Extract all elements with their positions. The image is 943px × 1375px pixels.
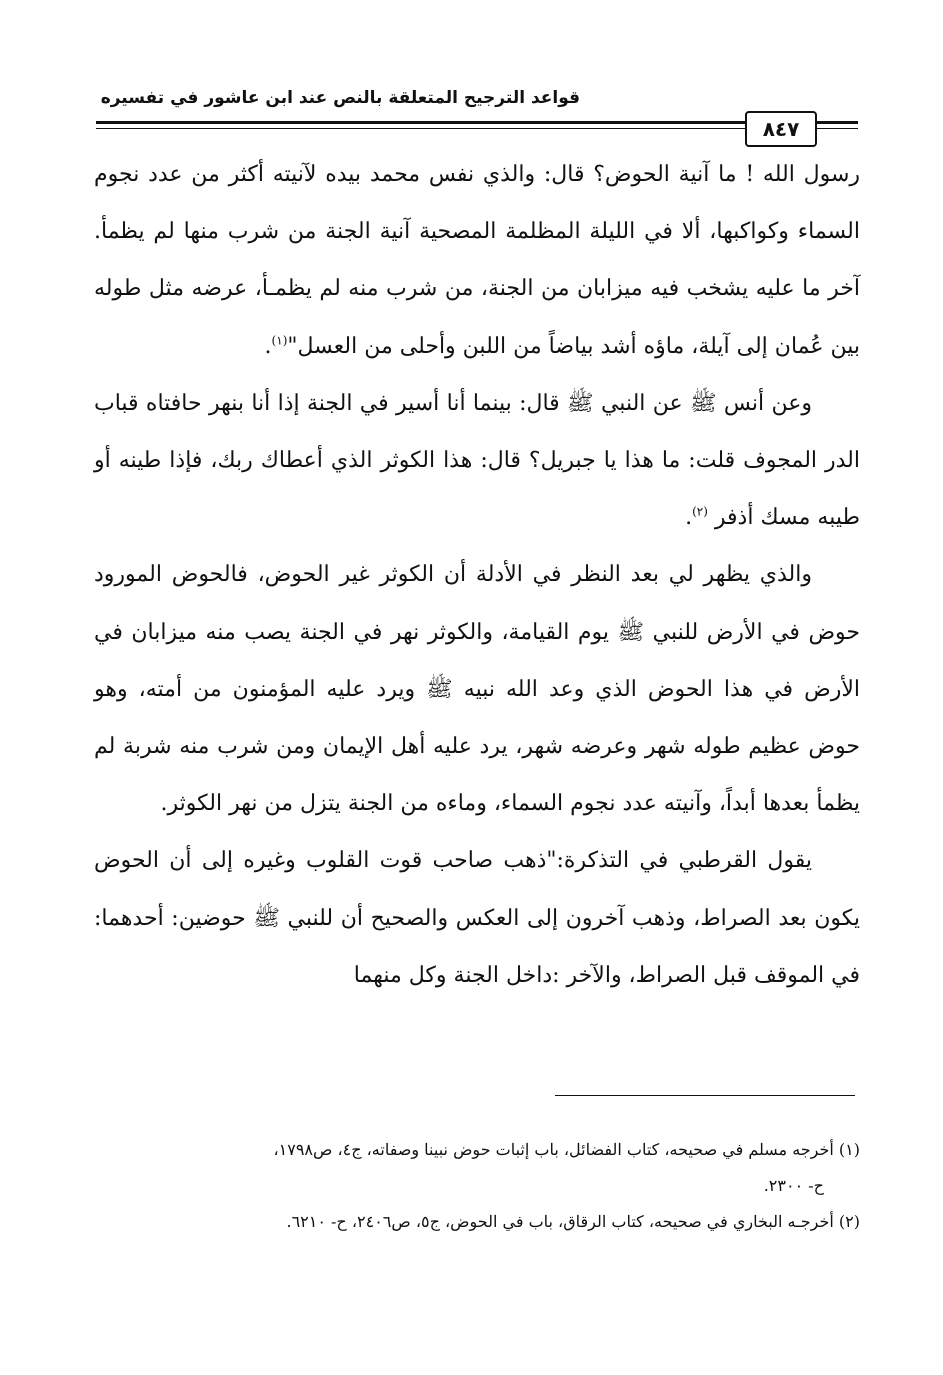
footnote-separator (555, 1095, 855, 1096)
paragraph-text: رسول الله ! ما آنية الحوض؟ قال: والذي نفس محمد بيده لآنيته أكثر من عدد نجوم السماء وكواكبها، ألا في الليلة المظلمة المصحية آنية الجنة من شرب منها لم يظمأ. آخر ما عليه يشخب فيه ميزابان من الجنة، من شرب منه لم يظمـأ، عرضه مثل طوله بين عُمان إلى آيلة، ماؤه أشد بياضاً من اللبن وأحلى من العسل" (94, 162, 860, 359)
paragraph-hadith-continuation (94, 146, 860, 375)
footnote-1-continuation: ح- ٢٣٠٠. (763, 1176, 824, 1195)
page-number: ٨٤٧ (745, 111, 817, 147)
paragraph-author-opinion (94, 546, 860, 832)
footnotes (94, 1132, 860, 1240)
paragraph-anas-hadith (94, 375, 860, 547)
footnote-reference: (١) (271, 333, 288, 348)
footnote-2: (٢) أخرجـه البخاري في صحيحه، كتاب الرقاق، باب في الحوض، ج٥، ص٢٤٠٦، ح- ٦٢١٠. (286, 1212, 860, 1231)
running-header-title: قواعد الترجيح المتعلقة بالنص عند ابن عاشور في تفسيره (100, 88, 580, 108)
header-rule-thin (96, 128, 858, 129)
paragraph-qurtubi-quote (94, 832, 860, 1004)
paragraph-end: . (264, 333, 272, 359)
paragraph-text: وعن أنس ﷺ عن النبي ﷺ قال: بينما أنا أسير في الجنة إذا أنا بنهر حافتاه قباب الدر المجوف قلت: ما هذا يا جبريل؟ قال: هذا الكوثر الذي أعطاك ربك، فإذا طينه أو طيبه مسك أذفر (94, 390, 860, 531)
footnote-reference: (٢) (692, 504, 708, 519)
paragraph-text: والذي يظهر لي بعد النظر في الأدلة أن الكوثر غير الحوض، فالحوض المورود حوض في الأرض للنبي ﷺ يوم القيامة، والكوثر نهر في الجنة يصب منه ميزابان في الأرض في هذا الحوض الذي وعد الله نبيه ﷺ ويرد عليه المؤمنون من أمته، وهو حوض عظيم طوله شهر وعرضه شهر، يرد عليه أهل الإيمان ومن شرب منه شربة لم يظمأ بعدها أبداً، وآنيته عدد نجوم السماء، وماءه من الجنة يتزل من نهر الكوثر. (94, 562, 861, 817)
footnote-1: (١) أخرجه مسلم في صحيحه، كتاب الفضائل، باب إثبات حوض نبينا وصفاته، ج٤، ص١٧٩٨، (273, 1140, 860, 1159)
header-rule (96, 121, 858, 124)
paragraph-end: . (685, 505, 693, 531)
paragraph-text: يقول القرطبي في التذكرة:"ذهب صاحب قوت القلوب وغيره إلى أن الحوض يكون بعد الصراط، وذهب آخرون إلى العكس والصحيح أن للنبي ﷺ حوضين: أحدهما: في الموقف قبل الصراط، والآخر :داخل الجنة وكل منهما (94, 848, 860, 988)
main-text (94, 146, 860, 1004)
